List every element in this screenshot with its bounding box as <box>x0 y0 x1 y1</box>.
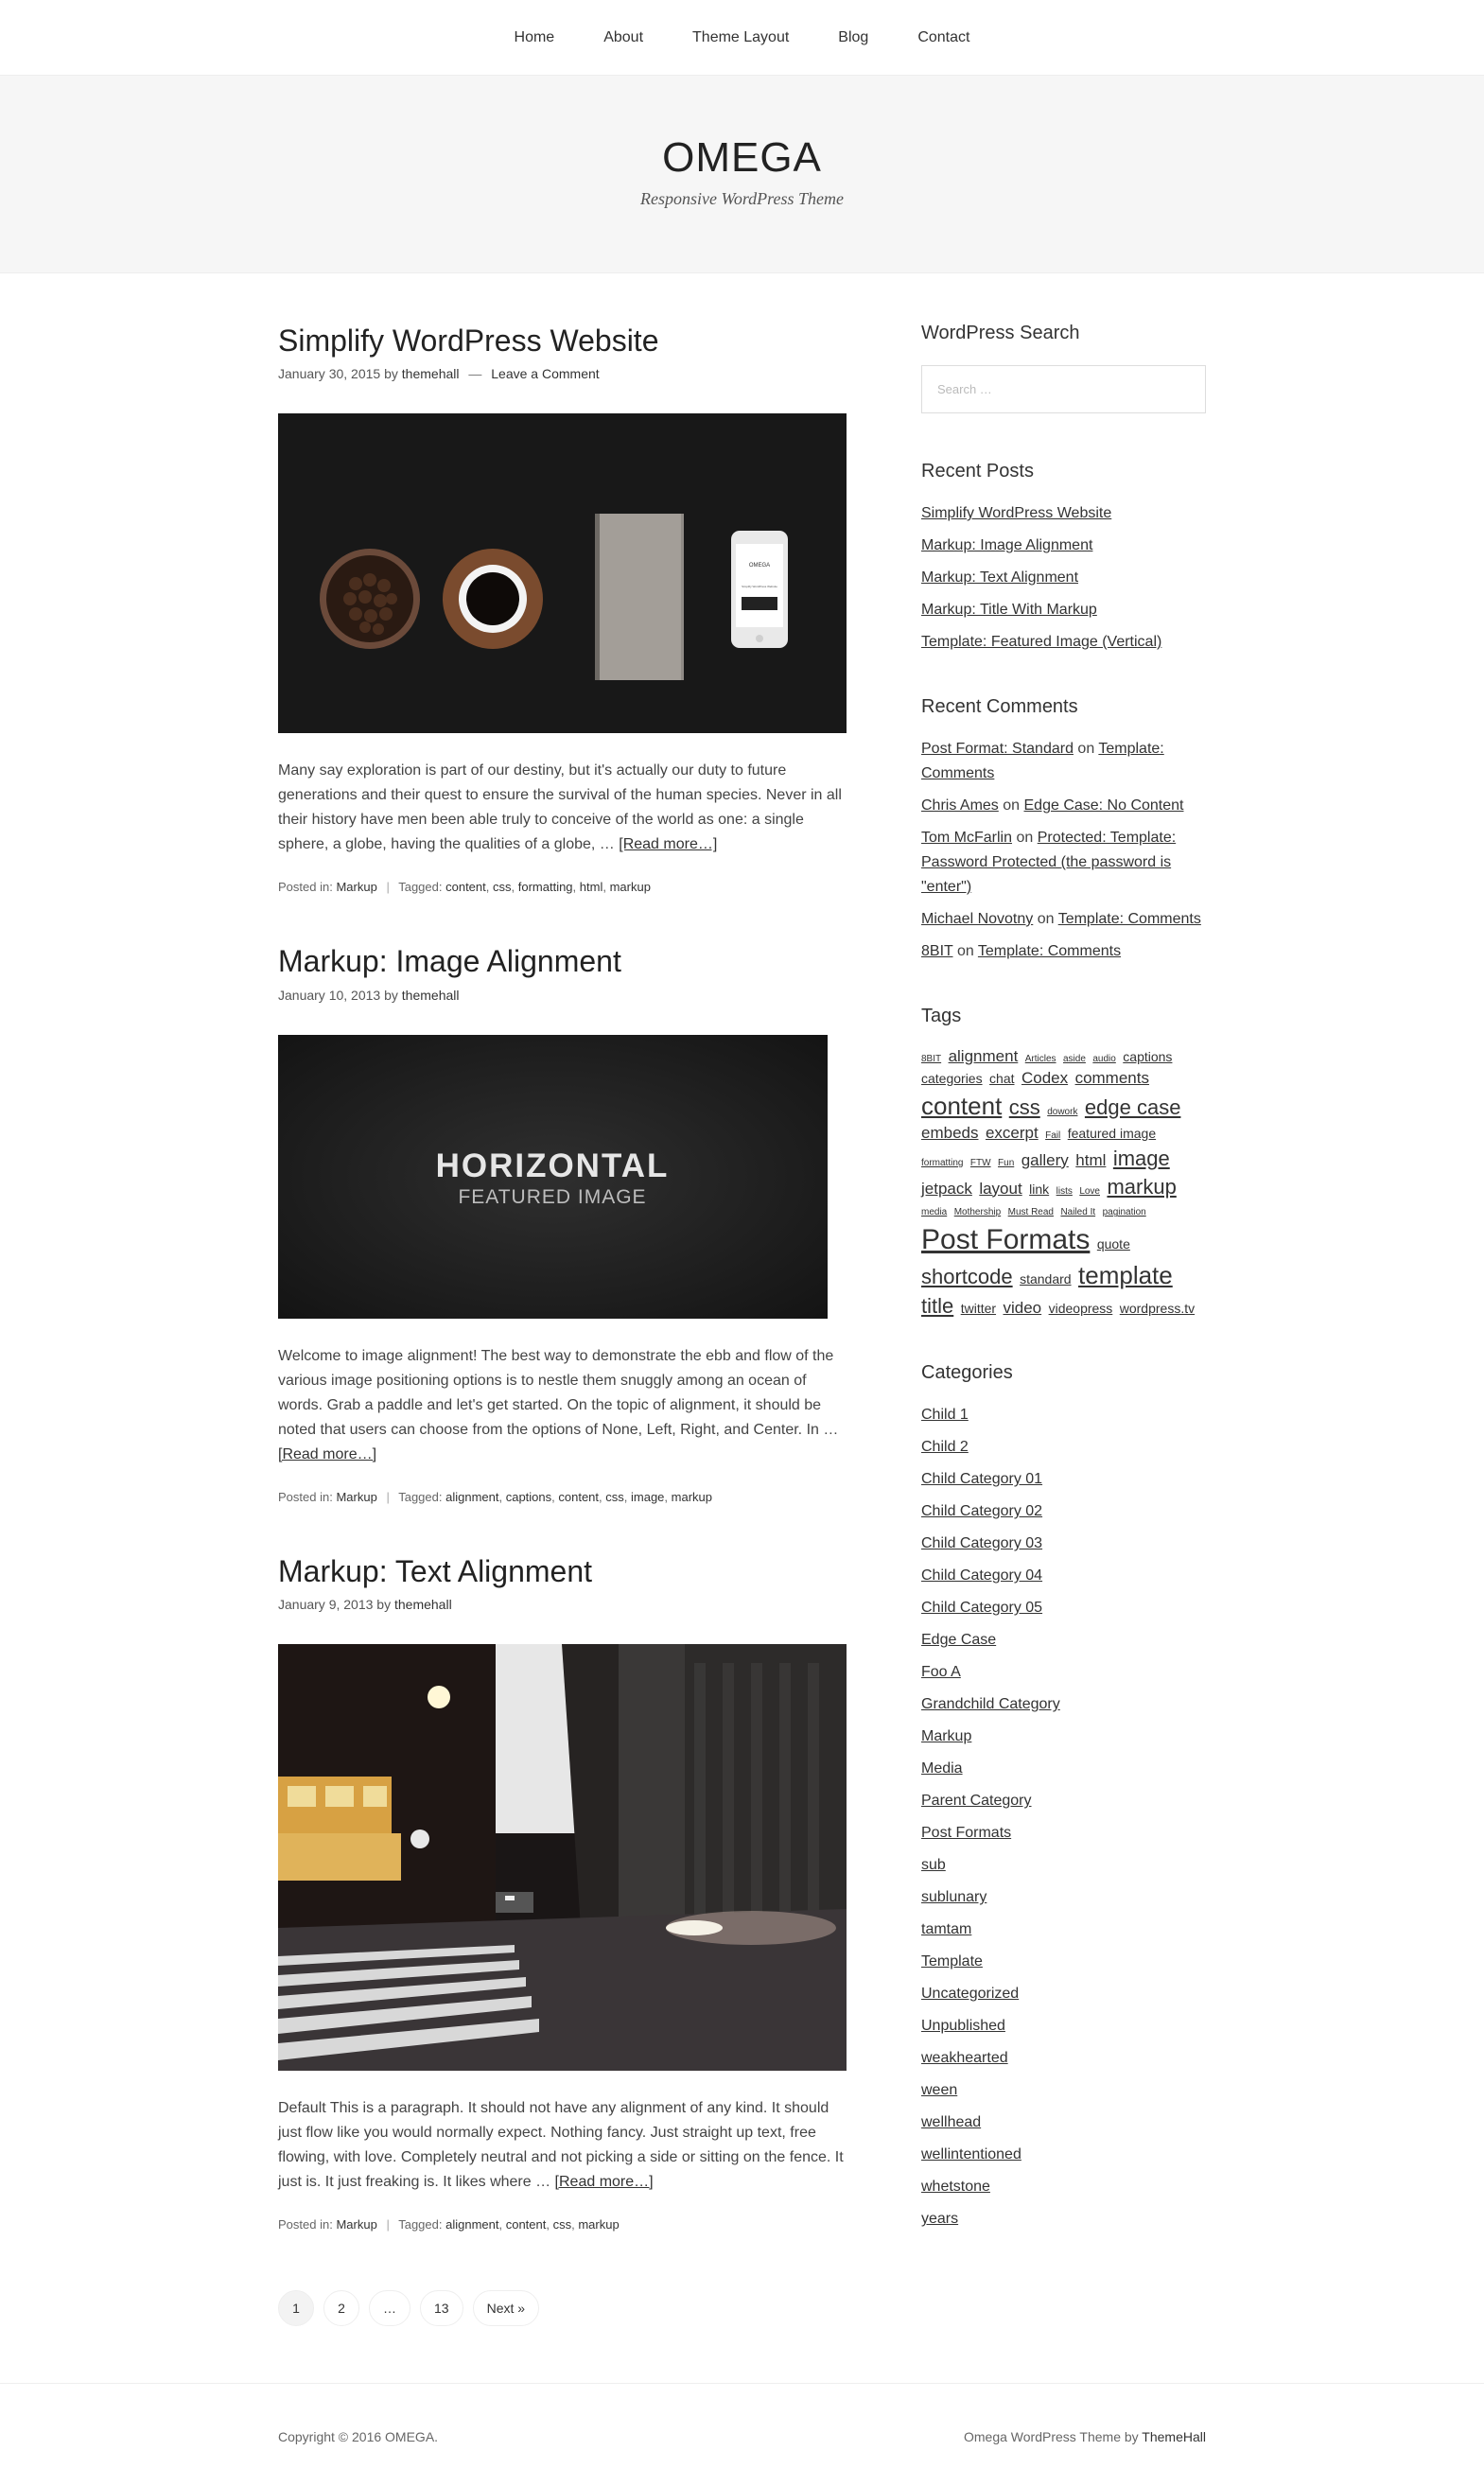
post-author[interactable]: themehall <box>401 987 460 1003</box>
page-13-button[interactable]: 13 <box>420 2290 463 2326</box>
category-link[interactable]: Uncategorized <box>921 1986 1020 2003</box>
post-tag[interactable]: markup <box>609 880 651 895</box>
post-featured-image[interactable] <box>278 1644 847 2071</box>
category-link[interactable]: sublunary <box>921 1889 987 1906</box>
read-more-link[interactable]: [Read more…] <box>278 1445 377 1462</box>
footer-copyright: Copyright © 2016 OMEGA. <box>278 2429 439 2444</box>
post-by: by <box>384 987 398 1003</box>
tag-cloud <box>921 1046 1207 1321</box>
site-title[interactable]: OMEGA <box>662 134 822 181</box>
categories-widget <box>921 1362 1207 2232</box>
comment-post-link[interactable]: Template: Comments <box>977 943 1122 959</box>
comment-on-word: on <box>1003 797 1021 814</box>
category-link[interactable]: Child Category 04 <box>921 1567 1043 1584</box>
post-tag[interactable]: css <box>493 880 512 895</box>
post-tag[interactable]: html <box>579 880 603 895</box>
page-1-button[interactable]: 1 <box>278 2290 314 2326</box>
post-tag[interactable]: content <box>445 880 486 895</box>
tag-link[interactable]: categories <box>921 1070 983 1086</box>
widget-title: Recent Comments <box>921 696 1078 717</box>
tag-link[interactable]: Love <box>1079 1185 1100 1197</box>
site-footer <box>0 2383 1484 2477</box>
post-tag[interactable]: alignment <box>445 1489 499 1504</box>
tag-link[interactable]: Must Read <box>1007 1207 1054 1218</box>
post-excerpt <box>278 759 847 857</box>
excerpt-text: Welcome to image alignment! The best way to demonstrate the ebb and flow of the various image positioning options is to nestle them snuggly among an ocean of words. Grab a paddle and let's get started. On the topic of alignment, it should be noted that users can choose from the options of None, Left, Right, and Center. In … <box>278 1347 839 1438</box>
search-widget <box>921 323 1207 413</box>
pagination-ellipsis: … <box>369 2290 410 2326</box>
post-tag[interactable]: markup <box>671 1489 713 1504</box>
recent-post-link[interactable]: Simplify WordPress Website <box>921 505 1112 521</box>
category-link[interactable]: Grandchild Category <box>921 1696 1060 1713</box>
category-link[interactable]: Child 2 <box>921 1439 969 1456</box>
tag-link[interactable]: captions <box>1123 1049 1173 1064</box>
post-tag[interactable]: css <box>552 2217 572 2232</box>
themehall-link[interactable]: ThemeHall <box>1142 2429 1206 2444</box>
tag-link[interactable]: media <box>921 1207 948 1218</box>
category-link[interactable]: weakhearted <box>921 2050 1008 2067</box>
post-title[interactable]: Markup: Image Alignment <box>278 944 621 979</box>
post <box>278 943 847 1503</box>
category-link[interactable]: ween <box>921 2082 958 2099</box>
comment-post-link[interactable]: Edge Case: No Content <box>1023 797 1184 814</box>
category-link[interactable]: Edge Case <box>921 1632 997 1649</box>
comment-on-word: on <box>1037 911 1055 927</box>
tagged-label: Tagged: <box>398 1489 443 1504</box>
tag-link[interactable]: standard <box>1020 1271 1072 1287</box>
widget-title: WordPress Search <box>921 323 1080 343</box>
tag-link[interactable]: alignment <box>948 1047 1019 1065</box>
category-link[interactable]: Parent Category <box>921 1793 1032 1810</box>
post-date: January 30, 2015 <box>278 366 381 382</box>
post-date: January 10, 2013 <box>278 987 381 1003</box>
comment-author-link[interactable]: Tom McFarlin <box>921 830 1013 846</box>
tag-link[interactable]: 8BIT <box>921 1054 942 1064</box>
tag-link[interactable]: Nailed It <box>1060 1207 1096 1218</box>
post-category[interactable]: Markup <box>336 880 377 895</box>
tag-link[interactable]: template <box>1078 1261 1173 1290</box>
tag-link[interactable]: excerpt <box>985 1123 1039 1142</box>
tagged-label: Tagged: <box>398 880 443 895</box>
tag-link[interactable]: FTW <box>969 1157 991 1168</box>
comment-author-link[interactable]: Post Format: Standard <box>921 741 1074 757</box>
tag-link[interactable]: featured image <box>1067 1125 1157 1141</box>
tag-link[interactable]: shortcode <box>921 1265 1013 1289</box>
tag-link[interactable]: markup <box>1107 1174 1177 1199</box>
category-link[interactable]: Foo A <box>921 1664 961 1681</box>
tag-link[interactable]: gallery <box>1021 1150 1069 1169</box>
tag-link[interactable]: content <box>921 1091 1003 1120</box>
post-by: by <box>376 1597 392 1613</box>
phone-screen-heading: Simplify WordPress Website <box>742 585 777 589</box>
widget-title: Tags <box>921 1006 962 1026</box>
search-input[interactable] <box>921 365 1206 413</box>
post-category[interactable]: Markup <box>336 2217 377 2232</box>
post-footer: Posted in: Markup | Tagged: content, css, formatting, html, markup <box>278 880 651 895</box>
tag-link[interactable]: video <box>1003 1299 1042 1318</box>
tag-link[interactable]: aside <box>1063 1054 1086 1064</box>
footer-credit-text: Omega WordPress Theme by <box>963 2429 1139 2444</box>
category-link[interactable]: Unpublished <box>921 2018 1005 2035</box>
tag-link[interactable]: title <box>921 1294 954 1319</box>
comment-post-link[interactable]: Protected: Template: Password Protected (the password is "enter") <box>921 830 1177 895</box>
tag-link[interactable]: formatting <box>921 1157 964 1168</box>
recent-posts-widget <box>921 461 1207 655</box>
image-subtitle-text: FEATURED IMAGE <box>458 1185 647 1208</box>
tag-link[interactable]: Articles <box>1024 1054 1056 1064</box>
page-2-button[interactable]: 2 <box>323 2290 359 2326</box>
tag-link[interactable]: Codex <box>1021 1068 1069 1087</box>
comment-on-word: on <box>1016 830 1034 846</box>
category-link[interactable]: sub <box>921 1857 946 1874</box>
phone-screen-brand: OMEGA <box>748 563 771 569</box>
tag-link[interactable]: html <box>1075 1150 1107 1169</box>
tag-link[interactable]: jetpack <box>921 1179 972 1198</box>
category-link[interactable]: Child Category 05 <box>921 1600 1043 1617</box>
post-featured-image[interactable] <box>278 1035 828 1319</box>
tag-link[interactable]: Fun <box>998 1157 1015 1168</box>
tagged-label: Tagged: <box>398 2217 443 2232</box>
category-link[interactable]: Child 1 <box>921 1407 969 1424</box>
tag-link[interactable]: quote <box>1096 1235 1130 1252</box>
recent-post-link[interactable]: Markup: Title With Markup <box>921 602 1097 618</box>
tag-link[interactable]: videopress <box>1048 1301 1113 1317</box>
recent-posts-list <box>921 501 1207 655</box>
comment-on-word: on <box>1077 741 1095 757</box>
category-link[interactable]: wellintentioned <box>921 2146 1021 2163</box>
site-description: Responsive WordPress Theme <box>640 189 844 208</box>
post-excerpt <box>278 2096 847 2195</box>
sidebar <box>921 323 1207 2239</box>
read-more-link[interactable]: [Read more…] <box>554 2174 654 2191</box>
post <box>278 1553 847 2232</box>
tag-link[interactable]: wordpress.tv <box>1119 1301 1196 1317</box>
category-link[interactable]: Post Formats <box>921 1825 1012 1842</box>
read-more-link[interactable]: [Read more…] <box>619 836 718 853</box>
post-excerpt <box>278 1344 847 1467</box>
nav-item-contact[interactable]: Contact <box>917 28 970 45</box>
tag-link[interactable]: lists <box>1056 1185 1073 1197</box>
tag-link[interactable]: twitter <box>960 1301 997 1317</box>
main-nav <box>0 0 1484 76</box>
tag-link[interactable]: layout <box>979 1179 1022 1198</box>
category-link[interactable]: Markup <box>921 1728 972 1745</box>
pagination <box>278 2290 847 2326</box>
post-meta <box>278 1597 847 1612</box>
nav-item-home[interactable]: Home <box>514 28 555 45</box>
posted-in-label: Posted in: <box>278 880 333 895</box>
excerpt-text: Default This is a paragraph. It should not have any alignment of any kind. It should just flow like you would normally expect. Nothing fancy. Just straight up text, free flowing, with love. Completely neutral and not picking a side or sitting on the fence. It just is. It just freaking is. It likes where … <box>278 2100 844 2191</box>
nav-item-blog[interactable]: Blog <box>838 28 869 45</box>
category-link[interactable]: tamtam <box>921 1921 972 1938</box>
category-link[interactable]: Child Category 01 <box>921 1471 1043 1488</box>
posted-in-label: Posted in: <box>278 1489 333 1504</box>
nav-item-about[interactable]: About <box>603 28 644 45</box>
next-page-button[interactable]: Next » <box>473 2290 539 2326</box>
tag-link[interactable]: Fail <box>1045 1129 1061 1141</box>
recent-comments-list <box>921 737 1207 964</box>
comment-author-link[interactable]: Michael Novotny <box>921 911 1034 927</box>
post-meta <box>278 988 847 1003</box>
tag-link[interactable]: edge case <box>1084 1094 1181 1119</box>
post-tag[interactable]: image <box>631 1489 665 1504</box>
site-header <box>0 76 1484 273</box>
nav-item-theme-layout[interactable]: Theme Layout <box>692 28 790 45</box>
comment-author-link[interactable]: Chris Ames <box>921 797 999 814</box>
recent-post-link[interactable]: Template: Featured Image (Vertical) <box>921 634 1162 650</box>
post-title[interactable]: Markup: Text Alignment <box>278 1553 593 1588</box>
comment-author-link[interactable]: 8BIT <box>921 943 953 959</box>
category-link[interactable]: years <box>921 2211 959 2228</box>
main-area <box>0 273 1484 2383</box>
post-tag[interactable]: formatting <box>517 880 573 895</box>
widget-title: Categories <box>921 1362 1013 1384</box>
recent-comments-widget <box>921 696 1207 964</box>
recent-post-link[interactable]: Markup: Text Alignment <box>921 569 1079 586</box>
post-date: January 9, 2013 <box>278 1597 374 1613</box>
tag-link[interactable]: dowork <box>1047 1106 1078 1117</box>
post-tag[interactable]: markup <box>578 2217 620 2232</box>
category-link[interactable]: Media <box>921 1760 963 1777</box>
tag-link[interactable]: audio <box>1092 1054 1116 1064</box>
footer-credit <box>964 2429 1206 2444</box>
post-tag[interactable]: content <box>505 2217 547 2232</box>
post <box>278 323 847 894</box>
post-category[interactable]: Markup <box>336 1489 377 1504</box>
post-title[interactable]: Simplify WordPress Website <box>278 324 659 358</box>
tag-link[interactable]: comments <box>1074 1068 1149 1087</box>
tag-link[interactable]: Post Formats <box>921 1223 1091 1255</box>
excerpt-text: Many say exploration is part of our destiny, but it's actually our duty to future generations and their quest to ensure the survival of the human species. Never in all their history have men been able truly to conceive of the world as one: a single sphere, a globe, having the qualities of a globe, … <box>278 762 842 853</box>
tag-link[interactable]: chat <box>989 1070 1015 1086</box>
comment-on-word: on <box>956 943 974 959</box>
post-tag[interactable]: captions <box>505 1489 552 1504</box>
post-tag[interactable]: css <box>605 1489 624 1504</box>
widget-title: Recent Posts <box>921 461 1034 481</box>
post-footer: Posted in: Markup | Tagged: alignment, content, css, markup <box>278 2217 620 2232</box>
post-featured-image[interactable] <box>278 413 847 733</box>
tag-link[interactable]: css <box>1008 1094 1040 1119</box>
tag-link[interactable]: pagination <box>1102 1207 1146 1218</box>
category-link[interactable]: Child Category 03 <box>921 1535 1043 1552</box>
post-tag[interactable]: alignment <box>445 2217 499 2232</box>
category-link[interactable]: whetstone <box>921 2179 990 2196</box>
content-area <box>278 323 847 2326</box>
category-link[interactable]: Child Category 02 <box>921 1503 1043 1520</box>
post-author[interactable]: themehall <box>401 366 460 382</box>
posted-in-label: Posted in: <box>278 2217 333 2232</box>
tag-link[interactable]: image <box>1112 1146 1170 1170</box>
category-link[interactable]: Template <box>921 1953 983 1970</box>
comment-post-link[interactable]: Template: Comments <box>921 741 1164 781</box>
post-by: by <box>384 366 398 382</box>
post-author[interactable]: themehall <box>393 1597 452 1613</box>
recent-post-link[interactable]: Markup: Image Alignment <box>921 537 1093 553</box>
post-tag[interactable]: content <box>558 1489 600 1504</box>
image-title-text: HORIZONTAL <box>435 1147 670 1184</box>
category-link[interactable]: wellhead <box>921 2114 982 2131</box>
post-meta: January 30, 2015 by themehall — Leave a Comment <box>278 366 600 382</box>
leave-comment-link[interactable]: Leave a Comment <box>491 366 600 382</box>
tags-widget <box>921 1006 1207 1321</box>
tag-link[interactable]: link <box>1029 1181 1050 1197</box>
tag-link[interactable]: Mothership <box>953 1207 1002 1218</box>
comment-post-link[interactable]: Template: Comments <box>1057 911 1201 927</box>
tag-link[interactable]: embeds <box>921 1123 979 1142</box>
categories-list <box>921 1403 1207 2232</box>
post-footer: Posted in: Markup | Tagged: alignment, captions, content, css, image, markup <box>278 1489 713 1504</box>
